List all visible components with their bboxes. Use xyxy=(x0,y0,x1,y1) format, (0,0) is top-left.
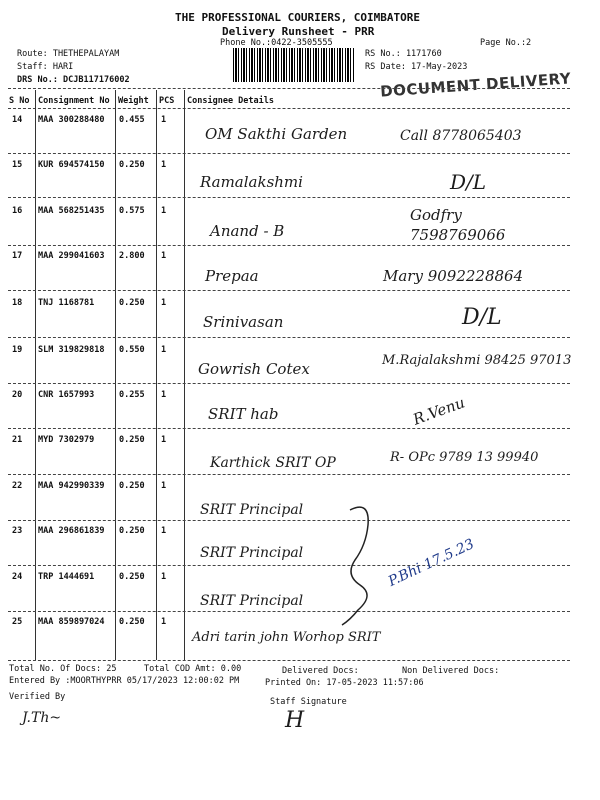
row-consignment: SLM 319829818 xyxy=(38,345,105,355)
row-pcs: 1 xyxy=(161,206,167,216)
row-consignee: SRIT Principal xyxy=(200,545,304,561)
row-pcs: 1 xyxy=(161,345,167,355)
entered-by: Entered By :MOORTHYPRR 05/17/2023 12:00:02 PM xyxy=(9,676,240,686)
header-bottom-rule xyxy=(8,108,570,109)
staff-label: Staff: HARI xyxy=(17,62,74,72)
row-consignment: MAA 299041603 xyxy=(38,251,105,261)
non-delivered-docs: Non Delivered Docs: xyxy=(402,666,500,676)
row-weight: 0.250 xyxy=(119,481,145,491)
row-divider xyxy=(8,337,570,338)
row-weight: 0.250 xyxy=(119,435,145,445)
col-consignee: Consignee Details xyxy=(187,96,274,106)
row-pcs: 1 xyxy=(161,390,167,400)
row-pcs: 1 xyxy=(161,160,167,170)
verified-by-signature: J.Th~ xyxy=(22,710,62,726)
row-divider xyxy=(8,153,570,154)
row-weight: 0.250 xyxy=(119,160,145,170)
row-consignment: CNR 1657993 xyxy=(38,390,95,400)
col-divider xyxy=(156,90,157,660)
row-consignee: Ramalakshmi xyxy=(200,173,303,191)
col-consignment: Consignment No xyxy=(38,96,110,106)
drs-number: DRS No.: DCJB117176002 xyxy=(17,75,130,85)
row-weight: 0.250 xyxy=(119,526,145,536)
route-label: Route: THETHEPALAYAM xyxy=(17,49,120,59)
col-divider xyxy=(115,90,116,660)
row-remark: Godfry 7598769066 xyxy=(410,206,506,244)
row-sno: 18 xyxy=(12,298,23,308)
delivered-docs: Delivered Docs: xyxy=(282,666,359,676)
row-consignee: Gowrish Cotex xyxy=(198,360,310,378)
company-name: THE PROFESSIONAL COURIERS, COIMBATORE xyxy=(175,11,421,24)
row-remark: D/L xyxy=(462,305,502,330)
col-weight: Weight xyxy=(118,96,149,106)
staff-signature-label: Staff Signature xyxy=(270,697,347,707)
row-divider xyxy=(8,565,570,566)
row-pcs: 1 xyxy=(161,251,167,261)
row-divider xyxy=(8,474,570,475)
row-consignment: MAA 942990339 xyxy=(38,481,105,491)
total-cod: Total COD Amt: 0.00 xyxy=(144,664,242,674)
row-consignment: MYD 7302979 xyxy=(38,435,95,445)
total-docs: Total No. Of Docs: 25 xyxy=(9,664,117,674)
row-consignee: Anand - B xyxy=(210,222,285,240)
row-weight: 0.455 xyxy=(119,115,145,125)
row-divider xyxy=(8,520,570,521)
row-weight: 0.250 xyxy=(119,617,145,627)
col-divider xyxy=(184,90,185,660)
row-pcs: 1 xyxy=(161,115,167,125)
row-consignment: TRP 1444691 xyxy=(38,572,95,582)
row-remark: M.Rajalakshmi 98425 97013 xyxy=(382,353,572,368)
footer-top-rule xyxy=(8,660,570,661)
row-divider xyxy=(8,611,570,612)
row-pcs: 1 xyxy=(161,526,167,536)
document-delivery-stamp: DOCUMENT DELIVERY xyxy=(379,69,572,101)
row-sno: 25 xyxy=(12,617,23,627)
rs-date: RS Date: 17-May-2023 xyxy=(365,62,468,72)
row-pcs: 1 xyxy=(161,572,167,582)
phone-number: Phone No.:0422-3505555 xyxy=(220,38,333,48)
row-sno: 21 xyxy=(12,435,23,445)
row-pcs: 1 xyxy=(161,298,167,308)
row-consignee: Srinivasan xyxy=(203,313,284,331)
row-remark: R- OPc 9789 13 99940 xyxy=(390,450,539,465)
header-top-rule xyxy=(8,88,570,89)
row-weight: 0.575 xyxy=(119,206,145,216)
row-weight: 0.250 xyxy=(119,572,145,582)
row-sno: 16 xyxy=(12,206,23,216)
row-consignment: MAA 296861839 xyxy=(38,526,105,536)
row-remark: R.Venu xyxy=(410,393,468,429)
verified-by-label: Verified By xyxy=(9,692,66,702)
row-consignee: OM Sakthi Garden xyxy=(205,125,348,143)
row-consignee: Adri tarin john Worhop SRIT xyxy=(192,630,381,645)
row-sno: 17 xyxy=(12,251,23,261)
row-consignment: MAA 300288480 xyxy=(38,115,105,125)
row-consignee: SRIT hab xyxy=(208,405,279,423)
row-consignee: SRIT Principal xyxy=(200,593,304,609)
row-divider xyxy=(8,383,570,384)
row-consignment: MAA 568251435 xyxy=(38,206,105,216)
handwritten-bracket-mark xyxy=(330,500,390,630)
row-sno: 23 xyxy=(12,526,23,536)
row-consignee: Prepaa xyxy=(205,267,259,285)
row-weight: 2.800 xyxy=(119,251,145,261)
page-number: Page No.:2 xyxy=(480,38,532,48)
row-consignment: KUR 694574150 xyxy=(38,160,105,170)
rs-number: RS No.: 1171760 xyxy=(365,49,442,59)
row-weight: 0.250 xyxy=(119,298,145,308)
row-weight: 0.550 xyxy=(119,345,145,355)
col-pcs: PCS xyxy=(159,96,175,106)
row-pcs: 1 xyxy=(161,481,167,491)
row-remark: D/L xyxy=(450,170,487,194)
col-divider xyxy=(35,90,36,660)
row-divider xyxy=(8,245,570,246)
row-divider xyxy=(8,428,570,429)
row-consignee: Karthick SRIT OP xyxy=(210,455,336,471)
barcode-image xyxy=(233,48,355,82)
row-divider xyxy=(8,290,570,291)
row-remark: P.Bhi 17.5.23 xyxy=(385,536,477,590)
row-pcs: 1 xyxy=(161,435,167,445)
row-sno: 14 xyxy=(12,115,23,125)
row-consignment: TNJ 1168781 xyxy=(38,298,95,308)
staff-signature: H xyxy=(285,708,305,733)
row-remark: Call 8778065403 xyxy=(400,128,522,144)
row-pcs: 1 xyxy=(161,617,167,627)
row-sno: 24 xyxy=(12,572,23,582)
row-weight: 0.255 xyxy=(119,390,145,400)
row-sno: 20 xyxy=(12,390,23,400)
row-sno: 19 xyxy=(12,345,23,355)
printed-on: Printed On: 17-05-2023 11:57:06 xyxy=(265,678,424,688)
sheet-title: Delivery Runsheet - PRR xyxy=(222,25,375,38)
row-consignee: SRIT Principal xyxy=(200,502,304,518)
row-sno: 22 xyxy=(12,481,23,491)
row-sno: 15 xyxy=(12,160,23,170)
col-sno: S No xyxy=(9,96,30,106)
row-consignment: MAA 859897024 xyxy=(38,617,105,627)
row-remark: Mary 9092228864 xyxy=(383,267,524,285)
row-divider xyxy=(8,197,570,198)
